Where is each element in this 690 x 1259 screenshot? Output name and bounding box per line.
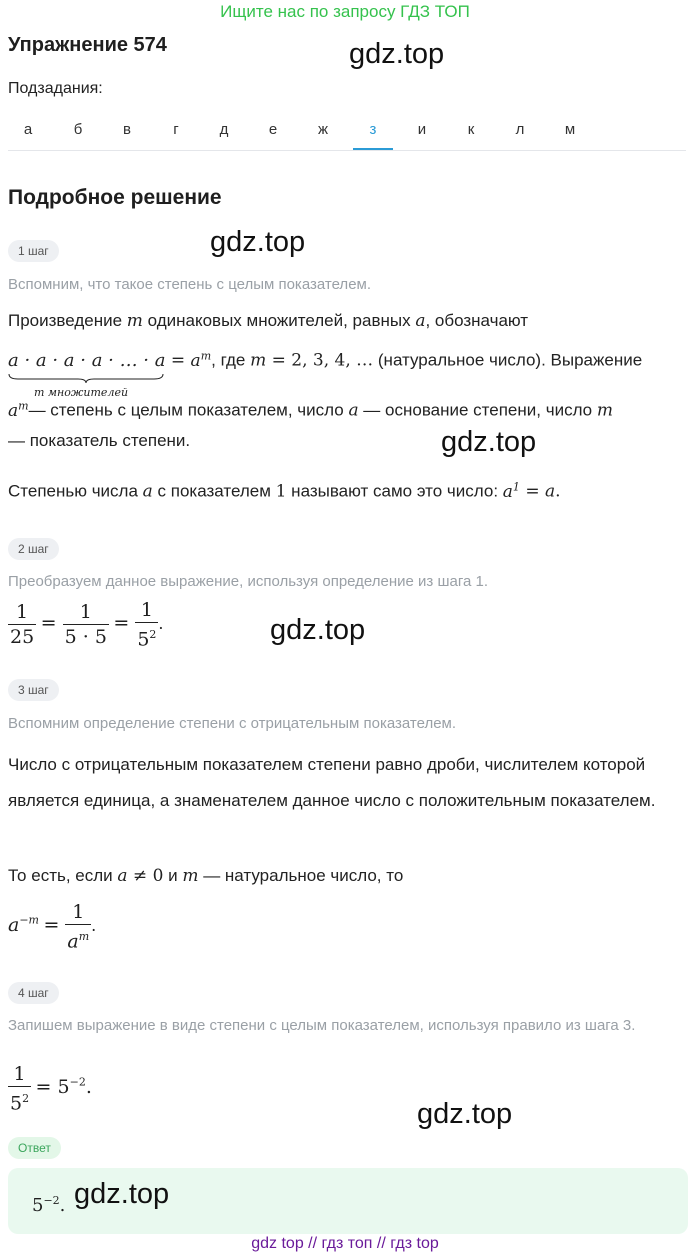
watermark: gdz.top [441, 426, 537, 458]
step-1-badge: 1 шаг [8, 240, 59, 262]
step-4-formula: $\frac{1}{5^2}$ = $5^{-2}$. [10, 1063, 92, 1115]
step-1-text-5: Степенью числа a с показателем 1 называют само это число: $a^1 = a$. [8, 480, 561, 502]
tab-d[interactable]: д [219, 121, 229, 138]
footer-link-2[interactable]: гдз топ [321, 1235, 373, 1252]
tab-l[interactable]: л [515, 121, 525, 138]
step-4-badge: 4 шаг [8, 982, 59, 1004]
step-3-formula: $a^{-m}$ = $\frac{1}{a^m}$ . [8, 901, 97, 953]
step-3-badge: 3 шаг [8, 679, 59, 701]
step-1-formula-line: a · a · a · a · … · a m множителей = $a^m$, где m = 2, 3, 4, … (натуральное число). Выражение [8, 344, 688, 388]
answer-badge: Ответ [8, 1137, 61, 1159]
step-1-hint: Вспомним, что такое степень с целым показателем. [8, 276, 372, 293]
answer-box [8, 1168, 688, 1234]
page-title: Упражнение 574 [8, 34, 167, 56]
step-3-text-2: То есть, если a ≠ 0 и m — натуральное число, то [8, 866, 404, 886]
tab-m[interactable]: м [564, 121, 576, 138]
answer-value: $5^{-2}$. [32, 1194, 66, 1216]
step-1-text-1: Произведение m одинаковых множителей, равных a, обозначают [8, 311, 529, 331]
step-1-text-3: $a^m—$ степень с целым показателем, число a — основание степени, число m [8, 399, 613, 421]
tab-b[interactable]: б [73, 121, 83, 138]
footer-sep: // [376, 1235, 386, 1252]
watermark: gdz.top [417, 1098, 513, 1130]
tab-a[interactable]: а [23, 121, 33, 138]
search-banner: Ищите нас по запросу ГДЗ ТОП [220, 2, 470, 21]
footer-link-1[interactable]: gdz top [251, 1235, 304, 1252]
watermark: gdz.top [210, 226, 306, 258]
footer-sep: // [308, 1235, 318, 1252]
step-3-hint: Вспомним определение степени с отрицательным показателем. [8, 715, 457, 732]
watermark: gdz.top [349, 38, 445, 70]
tab-g[interactable]: г [173, 121, 179, 138]
step-4-hint: Запишем выражение в виде степени с целым показателем, используя правило из шага 3. [8, 1017, 636, 1034]
brace-caption: m множителей [34, 385, 129, 399]
tab-z[interactable]: з [353, 112, 393, 150]
watermark: gdz.top [74, 1178, 170, 1210]
step-1-text-4: — показатель степени. [8, 431, 191, 450]
watermark: gdz.top [270, 614, 366, 646]
subtasks-label: Подзадания: [8, 80, 103, 97]
step-2-formula: $\frac{1}{25}$ = $\frac{1}{5 \cdot 5}$ = $\frac{1}{5^2}$ . [10, 599, 164, 651]
tab-zh[interactable]: ж [317, 121, 329, 138]
tab-k[interactable]: к [467, 121, 475, 138]
footer-link-3[interactable]: гдз top [390, 1235, 439, 1252]
tab-i[interactable]: и [417, 121, 427, 138]
tab-e[interactable]: е [268, 121, 278, 138]
step-3-text-1: Число с отрицательным показателем степени равно дроби, числителем которой является единица, а знаменателем данное число с положительным показателем. [8, 755, 656, 810]
step-2-hint: Преобразуем данное выражение, используя определение из шага 1. [8, 573, 488, 590]
step-2-badge: 2 шаг [8, 538, 59, 560]
section-title: Подробное решение [8, 186, 222, 209]
subtask-tabs [8, 112, 686, 151]
footer-links [0, 1235, 690, 1253]
tab-v[interactable]: в [123, 121, 131, 138]
